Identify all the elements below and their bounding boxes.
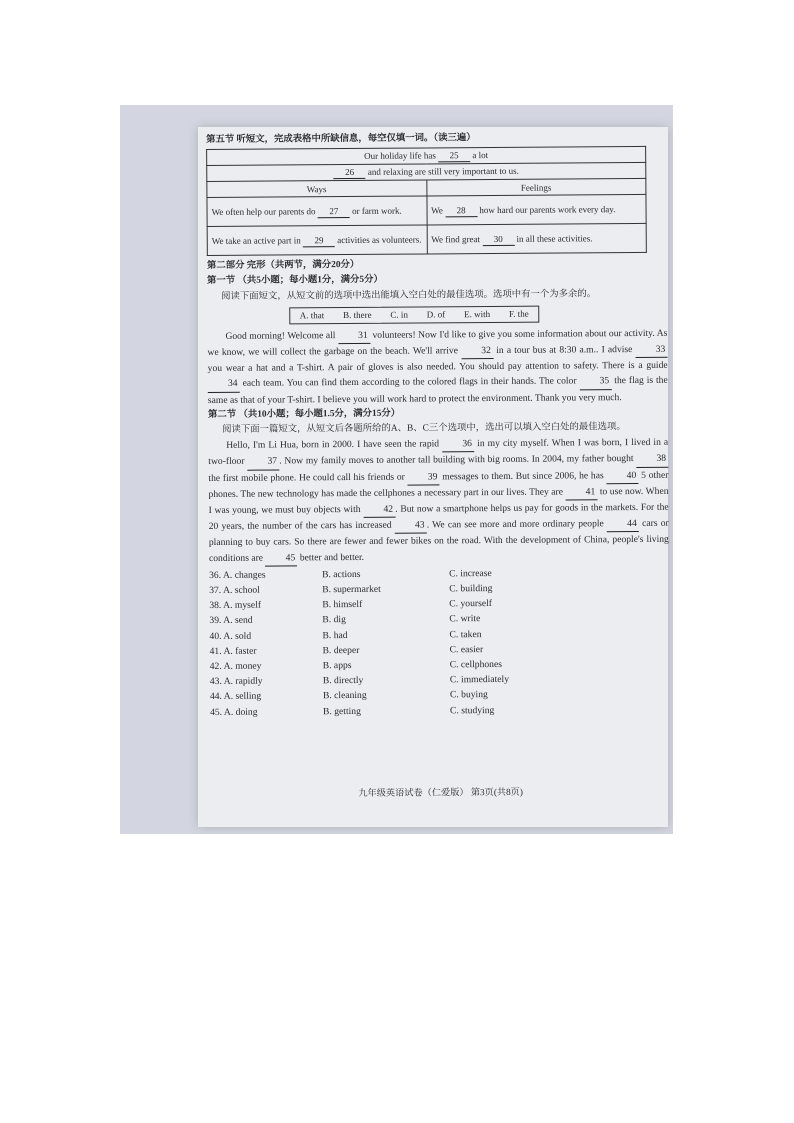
- choice-row: 43. A. rapidly B. directly C. immediately: [209, 674, 510, 688]
- answer-choices: [209, 565, 670, 720]
- blank-35[interactable]: 35: [579, 374, 611, 390]
- feelings-cell: We find great 30 in all these activities.: [427, 224, 647, 255]
- blank-32[interactable]: 32: [461, 343, 493, 359]
- exam-content: [206, 130, 670, 798]
- part2-section2-heading: 第二节 （共10小题；每小题1.5分，满分15分）: [207, 408, 401, 420]
- blank-39[interactable]: 39: [408, 469, 440, 485]
- option-b: B. there: [343, 309, 372, 320]
- blank-40[interactable]: 40: [606, 468, 638, 484]
- option-e: E. with: [464, 308, 491, 320]
- choice-row: 39. A. send B. dig C. write: [209, 613, 481, 627]
- listening-table: [206, 146, 647, 256]
- table-row: Our holiday life has 25 a lot: [207, 147, 646, 166]
- option-a: A. that: [299, 309, 325, 321]
- choice-row: 38. A. myself B. himself C. yourself: [209, 598, 492, 612]
- blank-41[interactable]: 41: [565, 484, 597, 500]
- part2-section1-heading: 第一节 （共5小题；每小题1分，满分5分）: [207, 275, 383, 287]
- blank-25[interactable]: 25: [438, 149, 470, 162]
- part2-heading: 第二部分 完形（共两节，满分20分）: [206, 260, 360, 272]
- blank-28[interactable]: 28: [445, 204, 477, 217]
- blank-37[interactable]: 37: [247, 454, 279, 470]
- choice-row: 37. A. school B. supermarket C. building: [209, 583, 493, 597]
- blank-31[interactable]: 31: [338, 328, 370, 344]
- option-box: [289, 305, 539, 324]
- ways-cell: We take an active part in 29 activities as volunteers.: [207, 225, 427, 256]
- blank-44[interactable]: 44: [607, 516, 639, 532]
- blank-30[interactable]: 30: [482, 233, 514, 246]
- blank-26[interactable]: 26: [334, 166, 366, 179]
- ways-header: Ways: [207, 180, 427, 198]
- option-c: C. in: [390, 309, 408, 320]
- ways-cell: We often help our parents do 27 or farm work.: [207, 196, 427, 227]
- choice-row: 45. A. doing B. getting C. studying: [210, 704, 495, 718]
- blank-29[interactable]: 29: [303, 234, 335, 247]
- option-f: F. the: [508, 308, 529, 319]
- feelings-header: Feelings: [426, 179, 646, 197]
- section1-instruction: 阅读下面短文，从短文前的选项中选出能填入空白处的最佳选项。选项中有一个为多余的。: [221, 288, 597, 302]
- blank-27[interactable]: 27: [318, 205, 350, 218]
- blank-43[interactable]: 43: [395, 518, 427, 534]
- page-footer: 九年级英语试卷（仁爱版） 第3页(共8页): [358, 786, 523, 798]
- blank-34[interactable]: 34: [208, 376, 240, 392]
- table-row: 26 and relaxing are still very important to us.: [207, 163, 646, 182]
- option-d: D. of: [426, 309, 446, 320]
- choice-row: 42. A. money B. apps C. cellphones: [209, 659, 502, 673]
- feelings-cell: We 28 how hard our parents work every day.: [426, 195, 646, 226]
- section5-heading: 第五节 听短文，完成表格中所缺信息，每空仅填一词。（读三遍）: [206, 133, 476, 145]
- choice-row: 36. A. changes B. actions C. increase: [209, 567, 492, 581]
- choice-row: 44. A. selling B. cleaning C. buying: [209, 689, 488, 703]
- blank-36[interactable]: 36: [442, 436, 474, 452]
- section2-instruction: 阅读下面一篇短文，从短文后各题所给的A、B、C三个选项中，选出可以填入空白处的最佳选项。: [222, 422, 626, 435]
- choice-row: 41. A. faster B. deeper C. easier: [209, 643, 484, 657]
- document-photo: [120, 105, 673, 834]
- passage-2: Hello, I'm Li Hua, born in 2000. I have seen the rapid 36 in my city myself. When I was born, I lived in a two-floor 37 . Now my family moves to another tall building with big rooms. In 2004, my father bought 38 the first mobile phone. He could call his friends or 39 messages to them. But since 2006, he has 40 5 other phones. The new technology has made the cellphones a necessary part in our lives. They are 41 to use now. When I was young, we must buy objects with 42 . But now a smartphone helps us pay for goods in the markets. For the 20 years, the number of the cars has increased 43 . We can see more and more ordinary people 44 cars or planning to buy cars. So there are fewer and fewer bikes on the road. With the development of China, people's living conditions are 45 better and better.: [208, 435, 669, 567]
- blank-42[interactable]: 42: [363, 502, 395, 518]
- blank-45[interactable]: 45: [265, 550, 297, 566]
- choice-row: 40. A. sold B. had C. taken: [209, 628, 482, 642]
- blank-33[interactable]: 33: [635, 342, 667, 358]
- blank-38[interactable]: 38: [636, 451, 668, 467]
- passage-1: Good morning! Welcome all 31 volunteers! Now I'd like to give you some information about our activity. As we know, we will collect the garbage on the beach. We'll arrive 32 in a tour bus at 8:30 a.m.. I advise 33 you wear a hat and a T-shirt. A pair of gloves is also needed. You should pay attention to safety. There is a guide 34 each team. You can find them according to the colored flags in their hands. The color 35 the flag is the same as that of your T-shirt. I believe you will work hard to protect the environment. Thank you very much.: [207, 327, 668, 406]
